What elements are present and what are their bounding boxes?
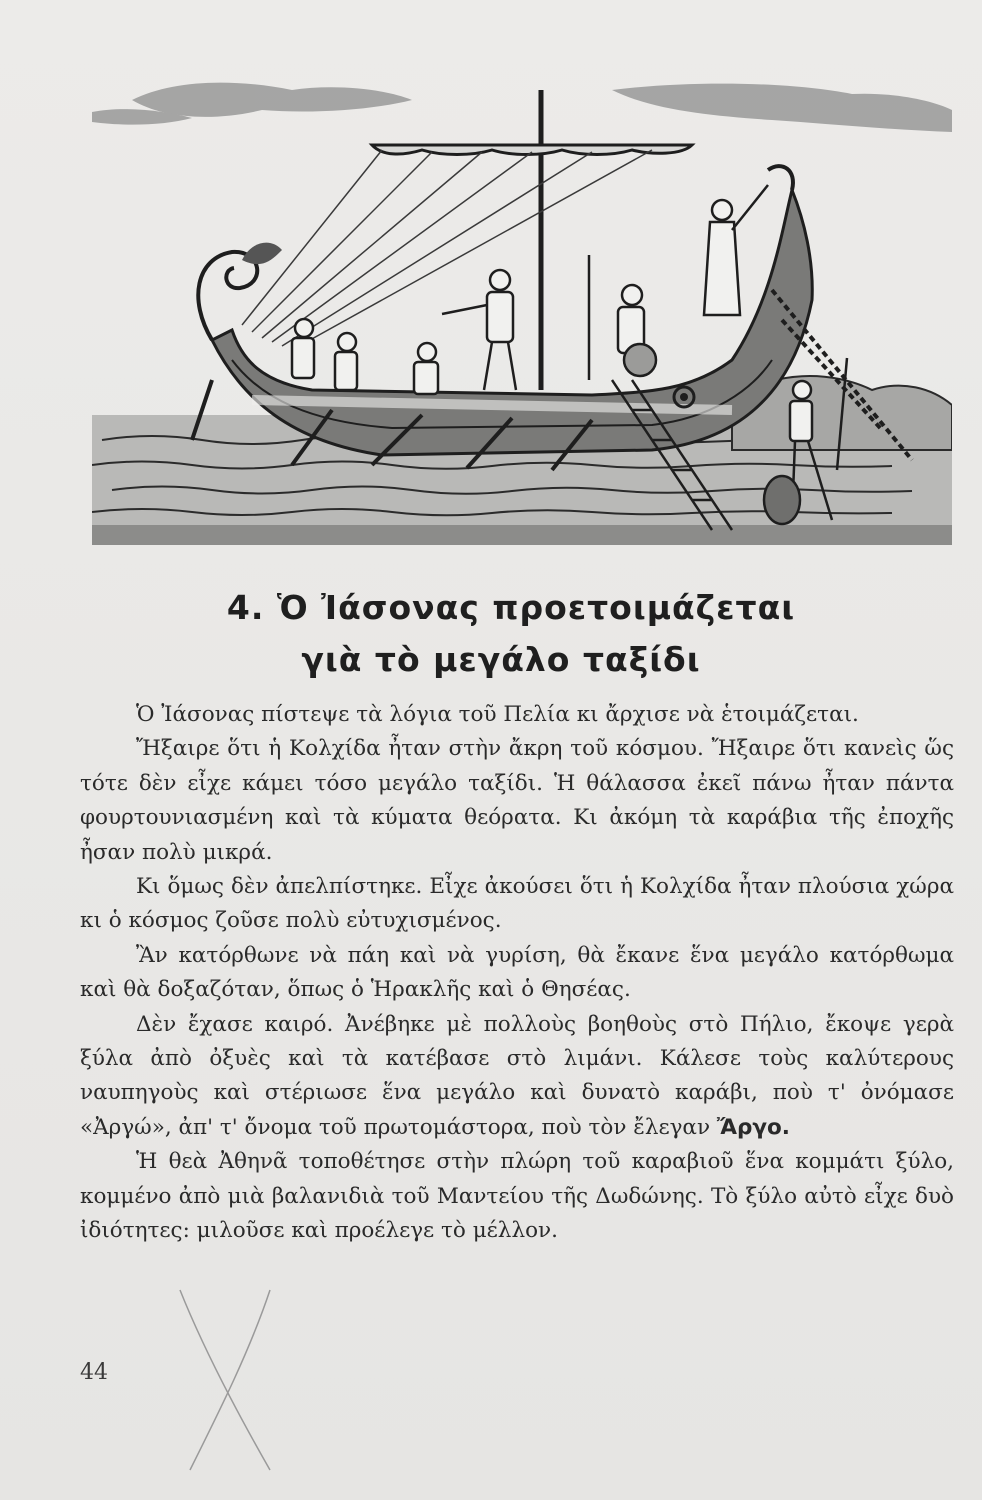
rower-figure-3 [414,343,438,394]
paragraph-3: Κι ὅμως δὲν ἀπελπίστηκε. Εἶχε ἀκούσει ὅτι ἡ Κολχίδα ἦταν πλούσια χώρα κι ὁ κόσμος ζοῦσε πολὺ εὐτυχισμένος. [80,874,954,934]
athena-figurehead [704,185,768,315]
chapter-body-text [80,698,954,1249]
paragraph-6: Ἡ θεὰ Ἀθηνᾶ τοποθέτησε στὴν πλώρη τοῦ καραβιοῦ ἕνα κομμάτι ξύλο, κομμένο ἀπὸ μιὰ βαλανιδιὰ τοῦ Μαντείου τῆς Δωδώνης. Τὸ ξύλο αὐτὸ εἶχε δυὸ ἰδιότητες: μιλοῦσε καὶ προέλεγε τὸ μέλλον. [80,1149,954,1244]
standing-hero-figure [442,270,516,390]
page-number: 44 [80,1360,108,1385]
chapter-title-line-2: γιὰ τὸ μεγάλο ταξίδι [301,640,701,679]
paragraph-5-bold-name: Ἄργο. [716,1114,790,1140]
paragraph-1: Ὁ Ἰάσονας πίστεψε τὰ λόγια τοῦ Πελία κι ἄρχισε νὰ ἑτοιμάζεται. [136,702,859,727]
rower-figure-2 [335,333,357,390]
paragraph-5-text: Δὲν ἔχασε καιρό. Ἀνέβηκε μὲ πολλοὺς βοηθοὺς στὸ Πήλιο, ἔκοψε γερὰ ξύλα ἀπὸ ὀξυὲς καὶ τὰ κατέβασε στὸ λιμάνι. Κάλεσε τοὺς καλύτερους ναυπηγοὺς καὶ στέριωσε ἕνα μεγάλο καὶ δυνατὸ καράβι, ποὺ τ' ὀνόμασε «Ἀργώ», ἀπ' τ' ὄνομα τοῦ πρωτομάστορα, ποὺ τὸν ἔλεγαν [80,1011,954,1140]
pencil-cross-mark [150,1280,300,1480]
spear-warrior-figure [589,255,656,380]
rower-figure-1 [292,319,314,378]
chapter-title-line-1: 4. Ὁ Ἰάσονας προετοιμάζεται [226,588,796,627]
argo-ship-illustration [92,70,952,555]
paragraph-4: Ἂν κατόρθωνε νὰ πάη καὶ νὰ γυρίση, θὰ ἔκανε ἕνα μεγάλο κατόρθωμα καὶ θὰ δοξαζόταν, ὅπως ὁ Ἡρακλῆς καὶ ὁ Θησέας. [80,942,954,1003]
paragraph-5 [80,1008,954,1146]
cloud-shapes [92,83,952,132]
paragraph-2: Ἤξαιρε ὅτι ἡ Κολχίδα ἦταν στὴν ἄκρη τοῦ κόσμου. Ἤξαιρε ὅτι κανεὶς ὥς τότε δὲν εἶχε κάμει τόσο μεγάλο ταξίδι. Ἡ θάλασσα ἐκεῖ πάνω ἦταν πάντα φουρτουνιασμένη καὶ τὰ κύματα θεόρατα. Κι ἀκόμη τὰ καράβια τῆς ἐποχῆς ἦσαν πολὺ μικρά. [80,736,954,865]
